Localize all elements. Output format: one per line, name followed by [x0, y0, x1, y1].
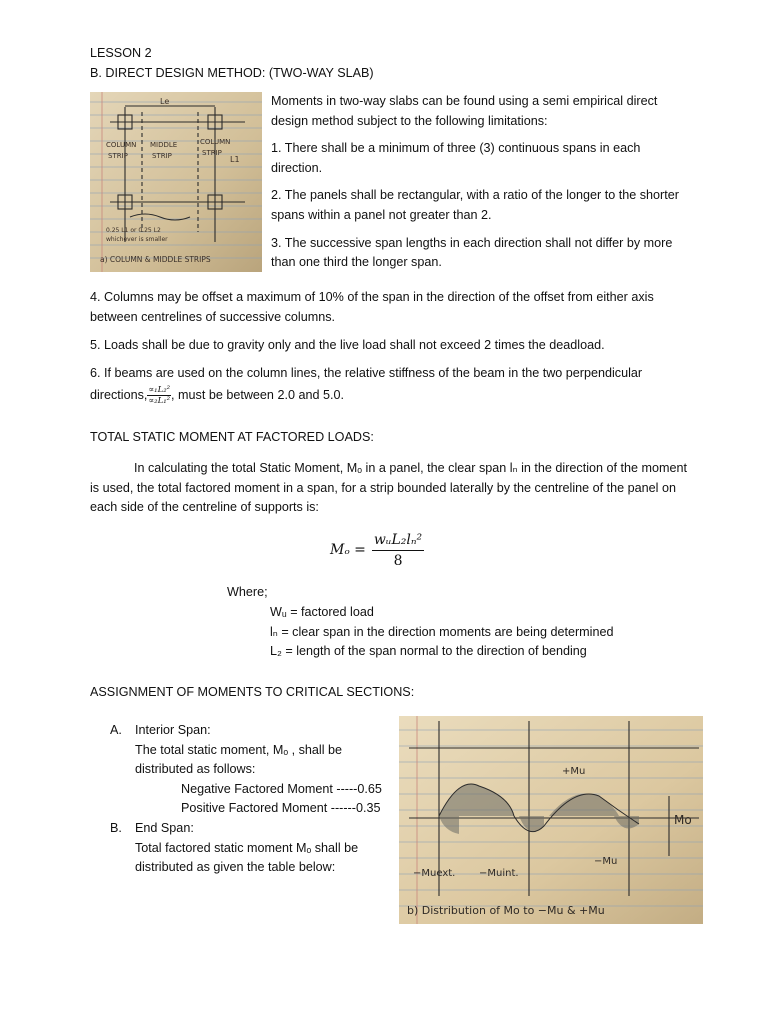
label-minus-mu: −Mu: [594, 856, 618, 867]
static-moment-formula: [330, 530, 424, 571]
stiffness-ratio-numerator: ∝₁L₂²: [148, 385, 171, 395]
definition-wu: Wᵤ = factored load: [270, 605, 374, 619]
positive-moment-line: Positive Factored Moment ------0.35: [181, 801, 381, 816]
assignment-list: [110, 721, 385, 878]
strips-sketch-drawing: [90, 92, 262, 272]
limitation-4: 4. Columns may be offset a maximum of 10% of the span in the direction of the offset from either axis between centrelines of successive columns.: [90, 290, 654, 324]
limitation-1: 1. There shall be a minimum of three (3) continuous spans in each direction.: [271, 141, 641, 175]
formula-lhs: Mₒ =: [330, 541, 366, 558]
static-moment-paragraph: In calculating the total Static Moment, Mₒ in a panel, the clear span lₙ in the direction of the moment is used, the total factored moment in a span, for a strip bounded laterally by the centreline of the panel on each side of the centreline of supports is:: [90, 461, 687, 515]
sketch-label-strip-2: STRIP: [152, 152, 172, 160]
sketch-note-1: 0.25 L1 or 0.25 L2: [106, 227, 161, 234]
strips-sketch-photo: [90, 92, 262, 272]
list-item-interior-span: [110, 721, 385, 819]
lesson-label: LESSON 2: [90, 46, 152, 60]
intro-section: [271, 92, 691, 281]
document-header: [90, 44, 374, 83]
intro-paragraph: Moments in two-way slabs can be found using a semi empirical direct design method subject to the following limitations:: [271, 94, 658, 128]
limitation-6-line-1: 6. If beams are used on the column lines, the relative stiffness of the beam in the two perpendicular: [90, 366, 643, 380]
sketch-label-column-1: COLUMN: [106, 141, 137, 149]
where-label: Where;: [227, 585, 268, 599]
limitation-6-suffix: , must be between 2.0 and 5.0.: [171, 387, 344, 402]
list-marker-b: B.: [110, 820, 122, 835]
sketch-caption: a) COLUMN & MIDDLE STRIPS: [100, 255, 211, 264]
static-moment-heading: TOTAL STATIC MOMENT AT FACTORED LOADS:: [90, 430, 374, 444]
stiffness-ratio-denominator: ∝₂L₁²: [148, 396, 171, 406]
distribution-caption: b) Distribution of Mo to −Mu & +Mu: [407, 904, 605, 917]
list-item-end-span: [110, 819, 385, 878]
formula-fraction: [372, 530, 424, 571]
limitation-6-line-2: [90, 385, 690, 406]
label-minus-mu-int: −Muint.: [479, 868, 519, 879]
definition-l2: L₂ = length of the span normal to the direction of bending: [270, 644, 587, 659]
sketch-note-2: whichever is smaller: [106, 236, 168, 243]
assignment-heading: ASSIGNMENT OF MOMENTS TO CRITICAL SECTIONS:: [90, 685, 415, 699]
sketch-label-strip-1: STRIP: [108, 152, 128, 160]
label-minus-mu-ext: −Muext.: [413, 868, 456, 879]
interior-span-title: Interior Span:: [135, 723, 211, 737]
moment-distribution-drawing: [399, 716, 703, 924]
limitation-2: 2. The panels shall be rectangular, with a ratio of the longer to the shorter spans within a panel not greater than 2.: [271, 188, 679, 222]
moment-distribution-photo: [399, 716, 703, 924]
sketch-label-le: Le: [160, 97, 170, 106]
sketch-label-l1: L1: [230, 155, 240, 164]
label-plus-mu: +Mu: [562, 766, 586, 777]
interior-span-text-1: The total static moment, Mₒ , shall be: [135, 742, 343, 757]
negative-moment-line: Negative Factored Moment -----0.65: [181, 781, 382, 796]
label-mo: Mo: [674, 813, 692, 827]
list-marker-a: A.: [110, 723, 122, 737]
limitation-3: 3. The successive span lengths in each direction shall not differ by more than one third the longer span.: [271, 235, 673, 270]
stiffness-ratio-fraction: [147, 385, 171, 406]
formula-numerator: wᵤL₂lₙ²: [372, 530, 424, 551]
sketch-label-strip-3: STRIP: [202, 149, 222, 157]
formula-denominator: 8: [393, 553, 403, 569]
end-span-text-2: distributed as given the table below:: [135, 860, 336, 875]
limitation-6-prefix: directions,: [90, 387, 148, 402]
sketch-label-column-2: COLUMN: [200, 138, 231, 146]
definitions-list: [270, 603, 614, 662]
limitation-5: 5. Loads shall be due to gravity only and the live load shall not exceed 2 times the deadload.: [90, 338, 605, 352]
definition-ln: lₙ = clear span in the direction moments are being determined: [270, 624, 614, 639]
page-title: B. DIRECT DESIGN METHOD: (TWO-WAY SLAB): [90, 65, 374, 80]
end-span-text-1: Total factored static moment Mₒ shall be: [135, 840, 359, 855]
sketch-label-middle: MIDDLE: [150, 141, 178, 149]
interior-span-text-2: distributed as follows:: [135, 762, 256, 777]
end-span-title: End Span:: [135, 820, 194, 835]
